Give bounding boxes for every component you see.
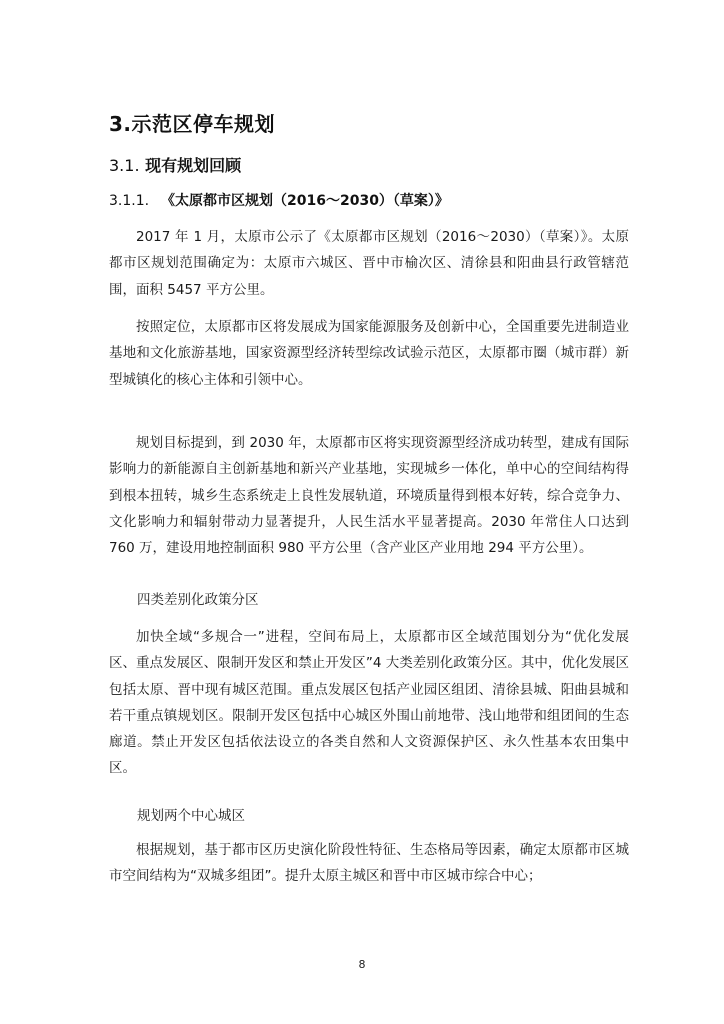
subsubsection-title: 《太原都市区规划（2016～2030）（草案）》 — [161, 193, 449, 209]
subsection-number: 3.1. — [109, 156, 140, 175]
subsubsection-heading — [109, 190, 449, 210]
paragraph-goals: 规划目标提到，到 2030 年，太原都市区将实现资源型经济成功转型，建成有国际影响力的新能源自主创新基地和新兴产业基地，实现城乡一体化，单中心的空间结构得到根本扭转，城乡生态系统走上良性发展轨道，环境质量得到根本好转，综合竞争力、文化影响力和辐射带动力显著提升，人民生活水平显著提高。2030 年常住人口达到 760 万，建设用地控制面积 980 平方公里（含产业区产业用地 294 平方公里）。 — [109, 435, 629, 557]
paragraph-zoning: 加快全域“多规合一”进程，空间布局上，太原都市区全域范围划分为“优化发展区、重点发展区、限制开发区和禁止开发区”4 大类差别化政策分区。其中，优化发展区包括太原、晋中现有城区范围。重点发展区包括产业园区组团、清徐县城、阳曲县城和若干重点镇规划区。限制开发区包括中心城区外围山前地带、浅山地带和组团间的生态廊道。禁止开发区包括依法设立的各类自然和人文资源保护区、永久性基本农田集中区。 — [109, 629, 629, 777]
section-heading — [109, 108, 275, 137]
subheading-zoning: 四类差别化政策分区 — [137, 592, 259, 608]
paragraph-centers: 根据规划，基于都市区历史演化阶段性特征、生态格局等因素，确定太原都市区城市空间结构为“双城多组团”。提升太原主城区和晋中市区城市综合中心； — [109, 842, 629, 885]
subsubsection-number: 3.1.1. — [109, 193, 150, 209]
paragraph-intro: 2017 年 1 月，太原市公示了《太原都市区规划（2016～2030）（草案）》。太原都市区规划范围确定为：太原市六城区、晋中市榆次区、清徐县和阳曲县行政管辖范围，面积 5457 平方公里。 — [109, 229, 629, 298]
subsection-heading — [109, 153, 241, 176]
section-title: 示范区停车规划 — [131, 112, 276, 136]
subheading-centers: 规划两个中心城区 — [137, 808, 245, 824]
section-number: 3. — [109, 112, 132, 136]
paragraph-positioning: 按照定位，太原都市区将发展成为国家能源服务及创新中心，全国重要先进制造业基地和文化旅游基地，国家资源型经济转型综改试验示范区，太原都市圈（城市群）新型城镇化的核心主体和引领中心。 — [109, 319, 629, 388]
page-number: 8 — [358, 958, 366, 971]
subsection-title: 现有规划回顾 — [145, 156, 242, 175]
